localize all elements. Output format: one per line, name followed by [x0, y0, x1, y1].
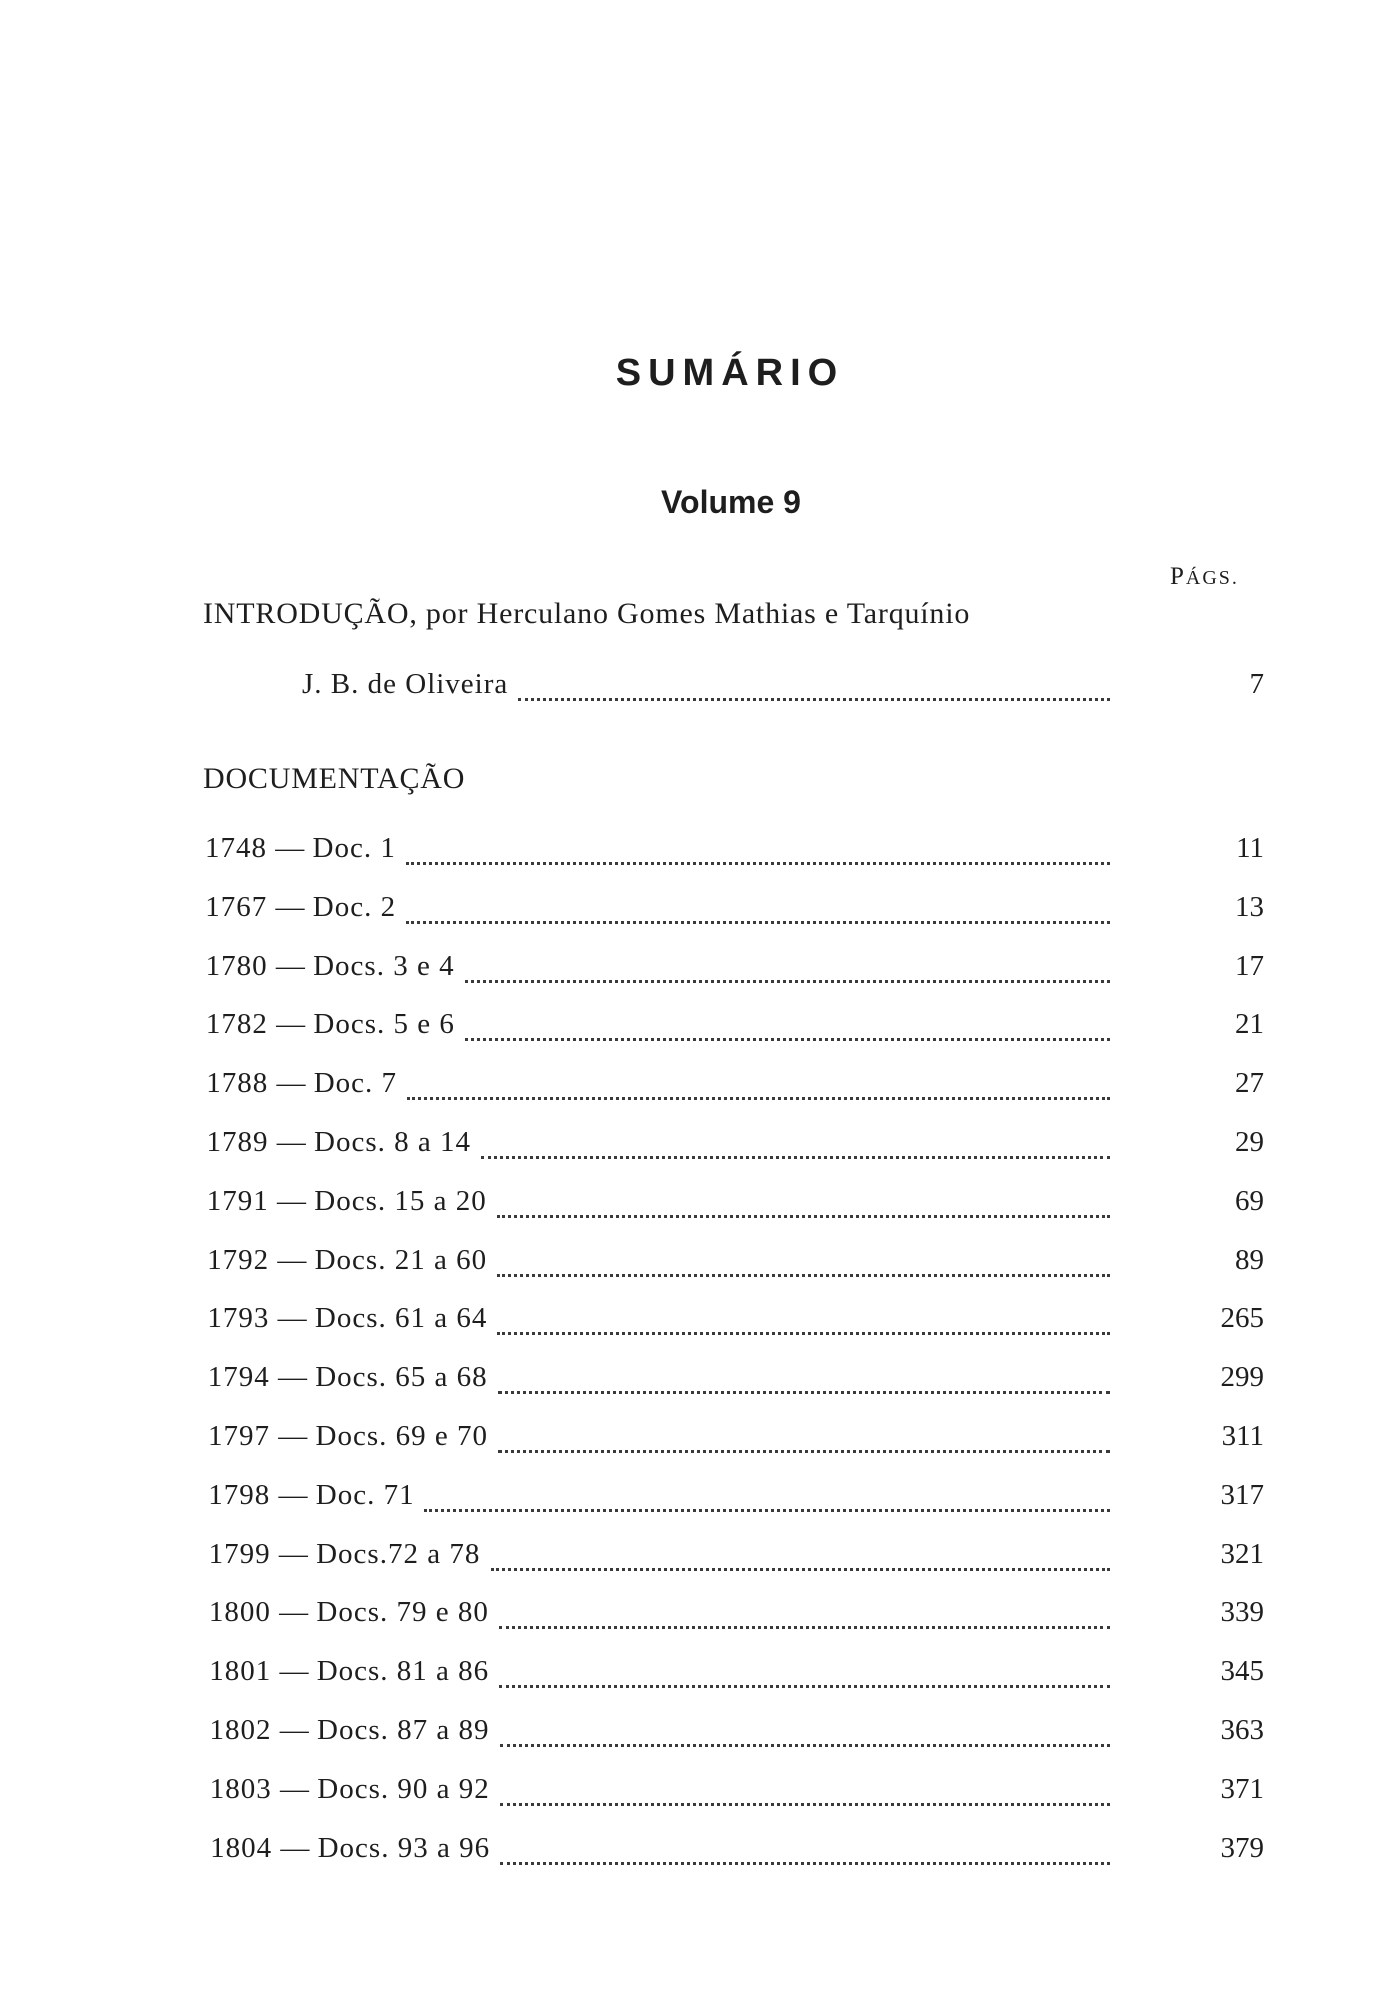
entry-docs: Doc. 2 — [312, 890, 397, 923]
entry-page-number: 17 — [1235, 949, 1264, 982]
entry-docs: Docs. 90 a 92 — [317, 1772, 490, 1805]
entry-year: 1794 — [207, 1361, 270, 1394]
entry-page-number: 311 — [1221, 1420, 1264, 1452]
volume-heading: Volume 9 — [661, 484, 801, 520]
entry-label — [208, 1420, 488, 1453]
toc-entry — [0, 832, 1391, 872]
entry-year: 1793 — [207, 1302, 270, 1335]
dot-leader — [497, 1244, 1110, 1277]
entry-docs: Docs. 8 a 14 — [314, 1126, 471, 1158]
entry-page-number: 299 — [1220, 1361, 1264, 1394]
dot-leader — [406, 832, 1110, 865]
dot-leader — [499, 1655, 1110, 1688]
toc-entry — [0, 1008, 1391, 1048]
toc-entry — [0, 1420, 1391, 1460]
entry-page-number: 27 — [1235, 1067, 1264, 1100]
entry-page-number: 379 — [1220, 1831, 1264, 1864]
toc-entry — [0, 1596, 1391, 1636]
introduction-line-1: INTRODUÇÃO, por Herculano Gomes Mathias e Tarquínio — [203, 597, 971, 630]
entry-docs: Docs. 61 a 64 — [314, 1302, 488, 1335]
entry-dash: — — [279, 1714, 309, 1746]
page-title: SUMÁRIO — [615, 352, 845, 394]
toc-entry — [0, 1714, 1391, 1754]
entry-dash: — — [278, 1537, 308, 1570]
entry-year: 1791 — [206, 1184, 269, 1217]
dot-leader — [465, 1008, 1110, 1041]
entry-dash: — — [277, 1243, 307, 1276]
entry-dash: — — [276, 1126, 306, 1158]
entry-year: 1799 — [208, 1537, 271, 1570]
entry-label — [210, 1832, 490, 1865]
entry-label — [210, 1714, 490, 1747]
entry-label — [209, 1538, 481, 1571]
entry-docs: Docs. 65 a 68 — [315, 1361, 488, 1394]
entry-page-number: 21 — [1235, 1008, 1264, 1041]
entry-label — [207, 1244, 487, 1277]
entry-docs: Docs. 21 a 60 — [314, 1243, 488, 1276]
dot-leader — [491, 1538, 1110, 1571]
dot-leader — [465, 950, 1110, 983]
toc-entry — [0, 1479, 1391, 1519]
entry-year: 1788 — [206, 1067, 269, 1100]
entry-page-number: 13 — [1235, 890, 1264, 923]
toc-entry — [0, 1185, 1391, 1225]
dot-leader — [498, 1361, 1110, 1394]
toc-entry — [0, 1655, 1391, 1695]
entry-label — [209, 1655, 489, 1688]
entry-dash: — — [275, 949, 305, 982]
toc-entry — [0, 1244, 1391, 1284]
entry-year: 1782 — [205, 1008, 268, 1041]
pages-header-rest: ÁGS. — [1185, 567, 1239, 589]
dot-leader — [499, 1596, 1110, 1629]
entry-dash: — — [275, 832, 305, 864]
toc-entry — [0, 1126, 1391, 1166]
section-heading: DOCUMENTAÇÃO — [203, 762, 466, 795]
entry-page-number: 345 — [1220, 1655, 1264, 1688]
entry-label — [210, 1773, 490, 1806]
dot-leader — [497, 1302, 1110, 1335]
entry-dash: — — [279, 1655, 309, 1688]
entry-docs: Doc. 1 — [312, 832, 396, 864]
entry-year: 1801 — [209, 1655, 272, 1688]
entry-year: 1803 — [209, 1772, 272, 1805]
entry-docs: Docs. 15 a 20 — [314, 1184, 487, 1217]
entry-dash: — — [278, 1420, 308, 1452]
toc-entry — [0, 950, 1391, 990]
dot-leader — [407, 1067, 1110, 1100]
dot-leader — [500, 1832, 1110, 1865]
dot-leader — [500, 1714, 1110, 1747]
pages-column-header — [1170, 563, 1239, 591]
entry-label — [208, 1479, 414, 1512]
dot-leader — [500, 1773, 1110, 1806]
entry-dash: — — [280, 1831, 310, 1864]
entry-page-number: 265 — [1220, 1302, 1264, 1335]
introduction-line-2: J. B. de Oliveira — [302, 668, 509, 700]
entry-page-number: 321 — [1220, 1537, 1264, 1570]
entry-year: 1767 — [205, 890, 268, 923]
entry-year: 1789 — [206, 1126, 269, 1158]
introduction-entry — [0, 668, 1391, 708]
entry-label — [207, 1185, 487, 1218]
entry-year: 1748 — [205, 832, 267, 864]
toc-entry — [0, 1773, 1391, 1813]
entry-dash: — — [277, 1302, 307, 1335]
dot-leader — [498, 1420, 1110, 1453]
entry-page-number: 363 — [1220, 1714, 1264, 1746]
dot-leader — [406, 891, 1110, 924]
toc-entry — [0, 1832, 1391, 1872]
entry-dash: — — [276, 1008, 306, 1041]
entry-label — [206, 1067, 397, 1100]
toc-entry — [0, 891, 1391, 931]
entry-label — [207, 1126, 471, 1159]
entry-dash: — — [278, 1478, 308, 1511]
entry-year: 1802 — [209, 1714, 272, 1746]
entry-year: 1804 — [210, 1831, 273, 1864]
toc-entry — [0, 1538, 1391, 1578]
pages-header-initial: P — [1170, 563, 1186, 590]
entry-docs: Doc. 71 — [315, 1478, 415, 1511]
introduction-page-number: 7 — [1249, 668, 1264, 700]
entry-docs: Docs. 87 a 89 — [317, 1714, 490, 1746]
entry-label — [205, 891, 396, 924]
entry-page-number: 69 — [1235, 1184, 1264, 1217]
entry-docs: Docs. 79 e 80 — [316, 1596, 489, 1629]
entry-docs: Docs. 3 e 4 — [313, 949, 455, 982]
toc-entry — [0, 1361, 1391, 1401]
entry-year: 1800 — [208, 1596, 271, 1629]
entry-docs: Docs. 5 e 6 — [313, 1008, 455, 1041]
entry-label — [206, 1008, 455, 1041]
toc-entry — [0, 1067, 1391, 1107]
entry-dash: — — [276, 1067, 306, 1100]
dot-leader — [497, 1185, 1110, 1218]
entry-year: 1797 — [208, 1420, 270, 1452]
entry-label — [209, 1596, 489, 1629]
entry-dash: — — [279, 1596, 309, 1629]
entry-page-number: 371 — [1220, 1772, 1264, 1805]
entry-docs: Docs. 93 a 96 — [317, 1831, 491, 1864]
entry-label — [205, 832, 396, 865]
entry-dash: — — [275, 890, 305, 923]
entry-docs: Docs. 81 a 86 — [316, 1655, 490, 1688]
entry-label — [207, 1302, 487, 1335]
toc-entry — [0, 1302, 1391, 1342]
dot-leader — [481, 1126, 1110, 1159]
entry-page-number: 317 — [1220, 1478, 1264, 1511]
dot-leader — [424, 1479, 1110, 1512]
entry-page-number: 339 — [1220, 1596, 1264, 1629]
dot-leader — [518, 668, 1110, 701]
entry-label — [206, 950, 455, 983]
entry-label — [208, 1361, 488, 1394]
entry-year: 1792 — [207, 1243, 270, 1276]
entry-docs: Docs.72 a 78 — [316, 1537, 481, 1570]
entry-year: 1798 — [208, 1478, 271, 1511]
entry-page-number: 11 — [1236, 832, 1264, 864]
entry-dash: — — [277, 1361, 307, 1394]
entry-dash: — — [280, 1772, 310, 1805]
entry-docs: Doc. 7 — [313, 1067, 398, 1100]
entry-page-number: 89 — [1235, 1243, 1264, 1276]
entry-dash: — — [277, 1184, 307, 1217]
entry-year: 1780 — [205, 949, 268, 982]
entry-page-number: 29 — [1235, 1126, 1264, 1158]
entry-docs: Docs. 69 e 70 — [315, 1420, 488, 1452]
